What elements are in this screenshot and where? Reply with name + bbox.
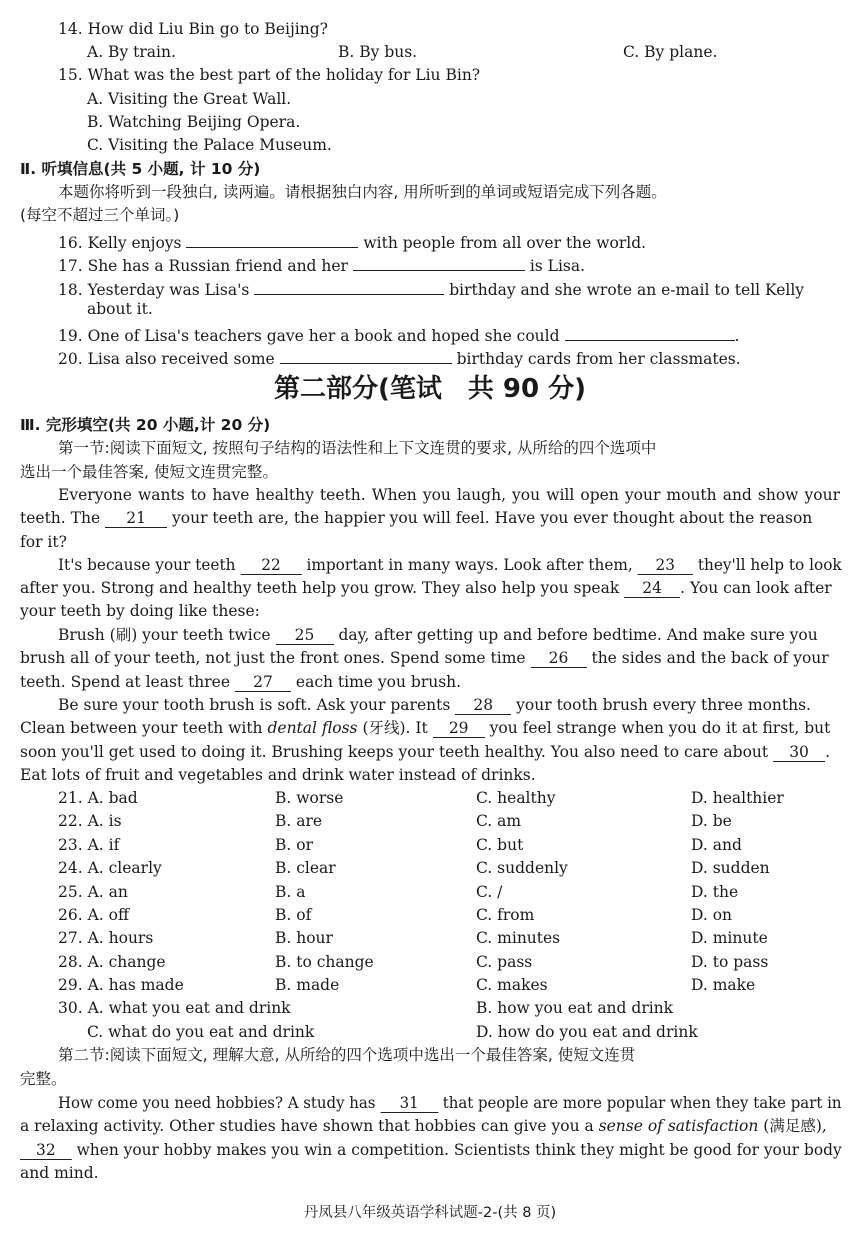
option-21-a[interactable]: 21. A. bad (58, 789, 138, 807)
option-24-d[interactable]: D. sudden (691, 859, 770, 877)
option-29-d[interactable]: D. make (691, 976, 756, 994)
section-3-instruction-cont: 选出一个最佳答案, 使短文连贯完整。 (20, 463, 278, 481)
option-30-b[interactable]: B. how you eat and drink (476, 999, 674, 1017)
q16: 16. Kelly enjoys with people from all over the world. (58, 229, 646, 254)
option-27-d[interactable]: D. minute (691, 929, 768, 947)
q14-option-b: B. By bus. (338, 43, 418, 61)
option-26-c[interactable]: C. from (476, 906, 535, 924)
option-30-a[interactable]: 30. A. what you eat and drink (58, 999, 291, 1017)
option-22-a[interactable]: 22. A. is (58, 812, 122, 830)
blank-28[interactable]: 28 (455, 696, 511, 715)
option-29-c[interactable]: C. makes (476, 976, 548, 994)
option-22-c[interactable]: C. am (476, 812, 522, 830)
option-21-b[interactable]: B. worse (275, 789, 344, 807)
option-23-a[interactable]: 23. A. if (58, 836, 120, 854)
option-24-b[interactable]: B. clear (275, 859, 336, 877)
q16-answer-blank[interactable] (186, 229, 358, 248)
option-25-a[interactable]: 25. A. an (58, 883, 128, 901)
passage1-line-10: Be sure your tooth brush is soft. Ask your parents 28 your tooth brush every three months. (58, 696, 811, 714)
passage1-line-2: teeth. The 21 your teeth are, the happier you will feel. Have you ever thought about the reason (20, 509, 813, 527)
passage1-line-12: soon you'll get used to doing it. Brushing keeps your teeth healthy. You also need to care about 30 . (20, 743, 830, 761)
q18-answer-blank[interactable] (254, 276, 444, 295)
option-22-d[interactable]: D. be (691, 812, 732, 830)
section-3-instruction: 第一节:阅读下面短文, 按照句子结构的语法性和上下文连贯的要求, 从所给的四个选项中 (58, 439, 657, 457)
option-23-b[interactable]: B. or (275, 836, 313, 854)
option-29-a[interactable]: 29. A. has made (58, 976, 184, 994)
q15-option-c: C. Visiting the Palace Museum. (87, 136, 332, 154)
option-28-c[interactable]: C. pass (476, 953, 533, 971)
q19: 19. One of Lisa's teachers gave her a book and hoped she could . (58, 322, 739, 347)
option-30-d[interactable]: D. how do you eat and drink (476, 1023, 698, 1041)
passage2-line-2: a relaxing activity. Other studies have shown that hobbies can give you a sense of satisfaction (满足感), (20, 1117, 827, 1135)
section-2-instruction-note: (每空不超过三个单词。) (20, 206, 180, 224)
section-3-heading: Ⅲ. 完形填空(共 20 小题,计 20 分) (20, 416, 271, 434)
q17-answer-blank[interactable] (353, 252, 525, 271)
q20: 20. Lisa also received some birthday cards from her classmates. (58, 345, 741, 370)
blank-30[interactable]: 30 (773, 743, 825, 762)
q15-option-a: A. Visiting the Great Wall. (87, 90, 292, 108)
q14-option-a: A. By train. (87, 43, 176, 61)
blank-24[interactable]: 24 (624, 579, 680, 598)
passage1-line-13: Eat lots of fruit and vegetables and drink water instead of drinks. (20, 766, 536, 784)
option-25-b[interactable]: B. a (275, 883, 306, 901)
section-3-part-2-instruction: 第二节:阅读下面短文, 理解大意, 从所给的四个选项中选出一个最佳答案, 使短文连贯 (58, 1046, 636, 1064)
option-24-c[interactable]: C. suddenly (476, 859, 568, 877)
q18: 18. Yesterday was Lisa's birthday and she wrote an e-mail to tell Kelly (58, 276, 804, 301)
option-28-b[interactable]: B. to change (275, 953, 374, 971)
option-30-c[interactable]: C. what do you eat and drink (87, 1023, 315, 1041)
blank-26[interactable]: 26 (531, 649, 587, 668)
page-footer: 丹凤县八年级英语学科试题-2-(共 8 页) (303, 1205, 557, 1221)
part-2-title: 第二部分(笔试 共 90 分) (273, 374, 587, 404)
option-27-a[interactable]: 27. A. hours (58, 929, 154, 947)
option-23-c[interactable]: C. but (476, 836, 524, 854)
blank-22[interactable]: 22 (240, 556, 301, 575)
passage1-line-7: Brush (刷) your teeth twice 25 day, after getting up and before bedtime. And make sure you (58, 626, 818, 644)
blank-23[interactable]: 23 (638, 556, 693, 575)
option-28-d[interactable]: D. to pass (691, 953, 769, 971)
blank-25[interactable]: 25 (276, 626, 334, 645)
blank-27[interactable]: 27 (235, 673, 291, 692)
option-25-c[interactable]: C. / (476, 883, 503, 901)
option-21-c[interactable]: C. healthy (476, 789, 556, 807)
passage1-line-3: for it? (20, 533, 67, 551)
q19-answer-blank[interactable] (565, 322, 735, 341)
option-23-d[interactable]: D. and (691, 836, 742, 854)
q18-continuation: about it. (87, 300, 153, 318)
q15-option-b: B. Watching Beijing Opera. (87, 113, 301, 131)
q14-stem: 14. How did Liu Bin go to Beijing? (58, 20, 328, 38)
passage2-line-3: 32 when your hobby makes you win a competition. Scientists think they might be good for your body (20, 1140, 842, 1161)
section-3-part-2-instruction-cont: 完整。 (20, 1070, 67, 1088)
option-29-b[interactable]: B. made (275, 976, 340, 994)
passage2-line-1: How come you need hobbies? A study has 31 that people are more popular when they take part in (58, 1094, 842, 1112)
option-27-b[interactable]: B. hour (275, 929, 333, 947)
option-27-c[interactable]: C. minutes (476, 929, 561, 947)
passage1-line-5: after you. Strong and healthy teeth help you grow. They also help you speak 24 . You can look after (20, 579, 832, 597)
passage1-line-1: Everyone wants to have healthy teeth. When you laugh, you will open your mouth and show your (58, 486, 840, 504)
q14-option-c: C. By plane. (623, 43, 718, 61)
passage2-line-4: and mind. (20, 1164, 99, 1182)
section-2-heading: Ⅱ. 听填信息(共 5 小题, 计 10 分) (20, 160, 261, 178)
blank-31[interactable]: 31 (380, 1094, 438, 1113)
passage1-line-8: brush all of your teeth, not just the front ones. Spend some time 26 the sides and the back of your (20, 649, 829, 667)
sense-of-satisfaction-term: sense of satisfaction (598, 1117, 759, 1135)
passage1-line-6: your teeth by doing like these: (20, 602, 260, 620)
option-26-d[interactable]: D. on (691, 906, 733, 924)
option-22-b[interactable]: B. are (275, 812, 323, 830)
option-26-a[interactable]: 26. A. off (58, 906, 129, 924)
q17: 17. She has a Russian friend and her is Lisa. (58, 252, 585, 277)
q15-stem: 15. What was the best part of the holiday for Liu Bin? (58, 66, 481, 84)
blank-32[interactable]: 32 (20, 1141, 72, 1160)
section-2-instruction: 本题你将听到一段独白, 读两遍。请根据独白内容, 用所听到的单词或短语完成下列各题。 (58, 183, 667, 201)
passage1-line-11: Clean between your teeth with dental floss (牙线). It 29 you feel strange when you do it at first, but (20, 719, 831, 737)
option-21-d[interactable]: D. healthier (691, 789, 784, 807)
passage1-line-4: It's because your teeth 22 important in many ways. Look after them, 23 they'll help to look (58, 556, 842, 574)
blank-21[interactable]: 21 (105, 509, 167, 528)
option-25-d[interactable]: D. the (691, 883, 739, 901)
dental-floss-term: dental floss (267, 719, 358, 737)
passage1-line-9: teeth. Spend at least three 27 each time you brush. (20, 673, 462, 691)
blank-29[interactable]: 29 (433, 719, 485, 738)
option-26-b[interactable]: B. of (275, 906, 312, 924)
option-24-a[interactable]: 24. A. clearly (58, 859, 162, 877)
q20-answer-blank[interactable] (280, 345, 452, 364)
option-28-a[interactable]: 28. A. change (58, 953, 166, 971)
